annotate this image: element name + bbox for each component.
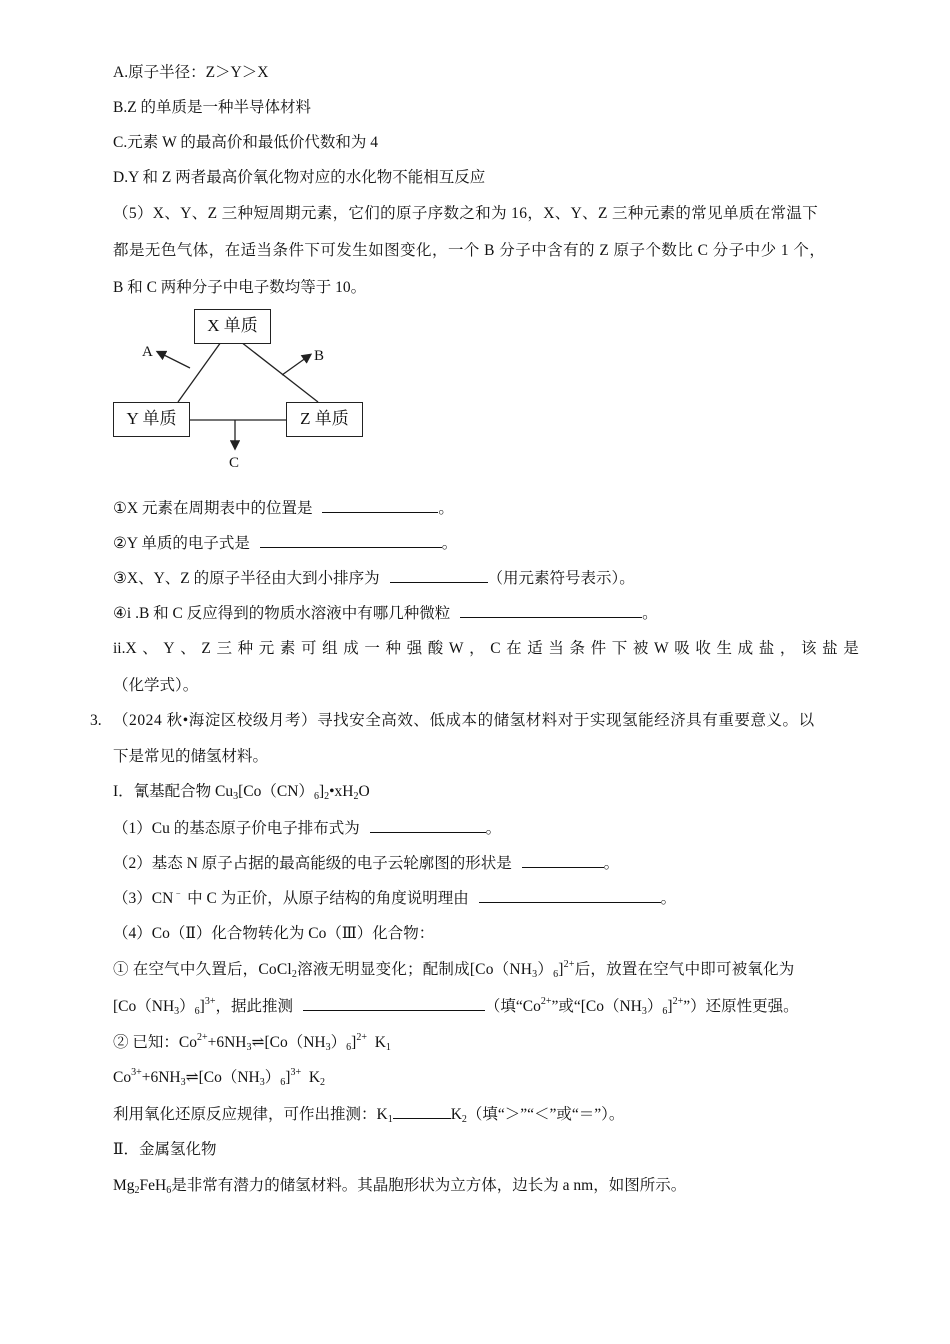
word: ， (469, 640, 485, 657)
punct: 。 (441, 535, 458, 552)
word: 盐 (758, 640, 775, 657)
text: ） (330, 1034, 347, 1051)
sup: 3+ (204, 996, 216, 1007)
word: 生 (716, 640, 733, 657)
word: 素 (279, 640, 296, 657)
word: 下 (611, 640, 628, 657)
text: （1）Cu 的基态原子价电子排布式为 (113, 820, 360, 837)
sub: 3 (174, 1006, 180, 1017)
sub: 6 (553, 969, 559, 980)
word: 件 (590, 640, 607, 657)
punct: 。 (438, 500, 454, 517)
sup: 2+ (672, 996, 684, 1007)
sub: 3 (325, 1042, 331, 1053)
text: I．氰基配合物 Cu (113, 783, 234, 800)
text: K (374, 1034, 386, 1051)
text: 溶液无明显变化；配制成[Co（NH (297, 961, 533, 978)
answer-blank[interactable] (370, 818, 486, 833)
text: ） (179, 998, 195, 1015)
label-c: C (229, 455, 240, 471)
text: ⇌[Co（NH (185, 1069, 260, 1086)
z-element-box: Z 单质 (286, 402, 363, 437)
answer-blank[interactable] (303, 996, 485, 1011)
sub: 3 (246, 1042, 252, 1053)
word: W (448, 640, 464, 657)
text: O (358, 783, 370, 800)
word: 成 (737, 640, 754, 657)
sub: 6 (346, 1042, 352, 1053)
x-y-line (178, 342, 221, 402)
q3-final-line (113, 1176, 686, 1196)
punct: 。 (642, 605, 658, 622)
q3-sub-4-c1 (113, 960, 795, 980)
text: Co (113, 1069, 132, 1086)
answer-blank[interactable] (522, 853, 604, 868)
part-1-heading (113, 782, 370, 802)
sub: 6 (166, 1185, 172, 1196)
word: 条 (569, 640, 586, 657)
text: •xH (329, 783, 354, 800)
word: 盐 (822, 640, 838, 657)
word: 适 (527, 640, 543, 657)
q5-sub-2-text: ②Y 单质的电子式是 (113, 535, 250, 552)
q5-intro-line-2: 都是无色气体，在适当条件下可发生如图变化，一个 B 分子中含有的 Z 原子个数比 C 分子中少 1 个， (113, 242, 826, 259)
answer-blank[interactable] (260, 533, 442, 548)
text: （3）CN (113, 890, 174, 907)
text: ① 在空气中久置后，CoCl (113, 961, 292, 978)
text: ”或“[Co（NH (551, 998, 642, 1015)
equilibrium-k2 (113, 1068, 325, 1088)
equilibrium-k1 (113, 1033, 391, 1053)
sub: 1 (387, 1114, 393, 1125)
x-z-line (241, 342, 318, 402)
text: ② 已知：Co (113, 1034, 197, 1051)
q3-sub-4-c2 (113, 996, 799, 1017)
sup: 2+ (356, 1032, 367, 1043)
sub: 6 (194, 1006, 200, 1017)
answer-blank[interactable] (390, 568, 488, 583)
word: Z (201, 640, 211, 657)
sub: 6 (313, 791, 319, 802)
text: ] (351, 1034, 357, 1051)
q3-sub-3 (113, 888, 676, 909)
question-number: 3. (90, 712, 102, 729)
word: 收 (695, 640, 711, 657)
sub: 6 (662, 1006, 668, 1017)
q3-line-1: （2024 秋•海淀区校级月考）寻找安全高效、低成本的储氢材料对于实现氢能经济具有重要意义。以 (113, 712, 815, 729)
word: 当 (548, 640, 564, 657)
text: Mg (113, 1177, 135, 1194)
text: [Co（NH (113, 998, 175, 1015)
q5-sub-1-text: ①X 元素在周期表中的位置是 (113, 500, 313, 517)
q3-line-2: 下是常见的储氢材料。 (113, 748, 269, 765)
text: 是非常有潜力的储氢材料。其晶胞形状为立方体，边长为 a nm，如图所示。 (171, 1177, 687, 1194)
label-a: A (142, 344, 153, 360)
sup: 2+ (563, 959, 575, 970)
text: FeH (139, 1177, 167, 1194)
option-a: A.原子半径：Z＞Y＞X (113, 64, 269, 81)
sub: 3 (180, 1077, 186, 1088)
text: ”）还原性更强。 (683, 998, 799, 1015)
sub: 2 (461, 1114, 467, 1125)
word: 强 (406, 640, 423, 657)
q5-sub-2 (113, 533, 457, 554)
word: 吸 (674, 640, 690, 657)
sub: 3 (233, 791, 239, 802)
word: 是 (843, 640, 859, 657)
option-d: D.Y 和 Z 两者最高价氧化物对应的水化物不能相互反应 (113, 169, 486, 186)
sub: 2 (320, 1077, 326, 1088)
sub: 2 (291, 969, 298, 980)
text: ] (558, 961, 564, 978)
q5-sub-4ii (113, 639, 859, 659)
q5-sub-4i-text: ④i .B 和 C 反应得到的物质水溶液中有哪几种微粒 (113, 605, 451, 622)
text: [Co（CN） (238, 783, 314, 800)
text: ） (646, 998, 663, 1015)
arrow-a (158, 352, 190, 368)
sub: 2 (324, 791, 330, 802)
text: +6NH (207, 1034, 247, 1051)
text: ） (537, 961, 554, 978)
q5-sub-1 (113, 498, 454, 519)
sub: 3 (532, 969, 538, 980)
text: 利用氧化还原反应规律，可作出推测：K (113, 1106, 388, 1123)
word: C (490, 640, 501, 657)
word: 三 (216, 640, 232, 657)
word: 酸 (427, 640, 444, 657)
q3-sub-4: （4）Co（Ⅱ）化合物转化为 Co（Ⅲ）化合物： (113, 925, 435, 942)
word: 、 (180, 640, 196, 657)
word: Y (163, 640, 175, 657)
sub: 1 (385, 1042, 391, 1053)
word: 元 (258, 640, 275, 657)
text: 中 C 为正价，从原子结构的角度说明理由 (187, 890, 469, 907)
word: 、 (142, 640, 158, 657)
text: （2）基态 N 原子占据的最高能级的电子云轮廓图的形状是 (113, 855, 512, 872)
sup: ﹣ (173, 888, 184, 899)
word: W (654, 640, 669, 657)
y-element-box: Y 单质 (113, 402, 190, 437)
answer-blank[interactable] (460, 603, 642, 618)
text: 后，放置在空气中即可被氧化为 (574, 961, 795, 978)
part-2-heading: Ⅱ．金属氢化物 (113, 1141, 217, 1158)
word: 该 (801, 640, 817, 657)
text: ] (318, 783, 325, 800)
q5-sub-4i (113, 603, 658, 624)
word: 一 (364, 640, 380, 657)
word: ii.X (113, 640, 137, 657)
sup: 3+ (290, 1067, 302, 1078)
text: ，据此推测 (215, 998, 293, 1015)
label-b: B (314, 348, 325, 364)
option-c: C.元素 W 的最高价和最低价代数和为 4 (113, 134, 378, 151)
text: ] (667, 998, 673, 1015)
q5-sub-4ii-line-2: （化学式）。 (113, 677, 199, 694)
sup: 3+ (131, 1067, 142, 1078)
word: 可 (300, 640, 317, 657)
arrow-b (282, 355, 310, 375)
word: 被 (632, 640, 649, 657)
word: 种 (237, 640, 254, 657)
answer-blank[interactable] (479, 888, 661, 903)
q3-inference (113, 1104, 624, 1125)
sup: 2+ (196, 1032, 208, 1043)
q5-intro-line-3: B 和 C 两种分子中电子数均等于 10。 (113, 279, 367, 296)
q3-sub-1 (113, 818, 501, 839)
answer-blank[interactable] (322, 498, 438, 513)
text: （填“Co (484, 998, 541, 1015)
sup: 2+ (540, 996, 552, 1007)
option-b: B.Z 的单质是一种半导体材料 (113, 99, 312, 116)
word: 在 (506, 640, 522, 657)
text: ] (199, 998, 205, 1015)
punct: 。 (660, 890, 677, 907)
text: K (308, 1069, 321, 1086)
word: ， (779, 640, 796, 657)
word: 成 (343, 640, 359, 657)
sub: 3 (259, 1077, 265, 1088)
punct: 。 (603, 855, 620, 872)
text: （填“＞”“＜”或“＝”）。 (466, 1106, 625, 1123)
answer-blank[interactable] (393, 1104, 451, 1119)
text: ] (285, 1069, 291, 1086)
q5-sub-3 (113, 568, 635, 589)
q5-sub-3-text: ③X、Y、Z 的原子半径由大到小排序为 (113, 570, 380, 587)
sub: 3 (641, 1006, 647, 1017)
text: ⇌[Co（NH (251, 1034, 326, 1051)
punct: 。 (485, 820, 502, 837)
word: 种 (385, 640, 401, 657)
word: 组 (322, 640, 338, 657)
text: K (450, 1106, 462, 1123)
q5-intro-line-1: （5）X、Y、Z 三种短周期元素，它们的原子序数之和为 16，X、Y、Z 三种元素的常见单质在常温下 (113, 205, 819, 222)
x-element-box: X 单质 (194, 309, 271, 344)
sub: 6 (280, 1077, 286, 1088)
text: ） (264, 1069, 281, 1086)
sub: 2 (134, 1185, 140, 1196)
q3-sub-2 (113, 853, 619, 874)
punct: （用元素符号表示）。 (487, 570, 635, 587)
text: +6NH (141, 1069, 181, 1086)
sub: 2 (353, 791, 359, 802)
